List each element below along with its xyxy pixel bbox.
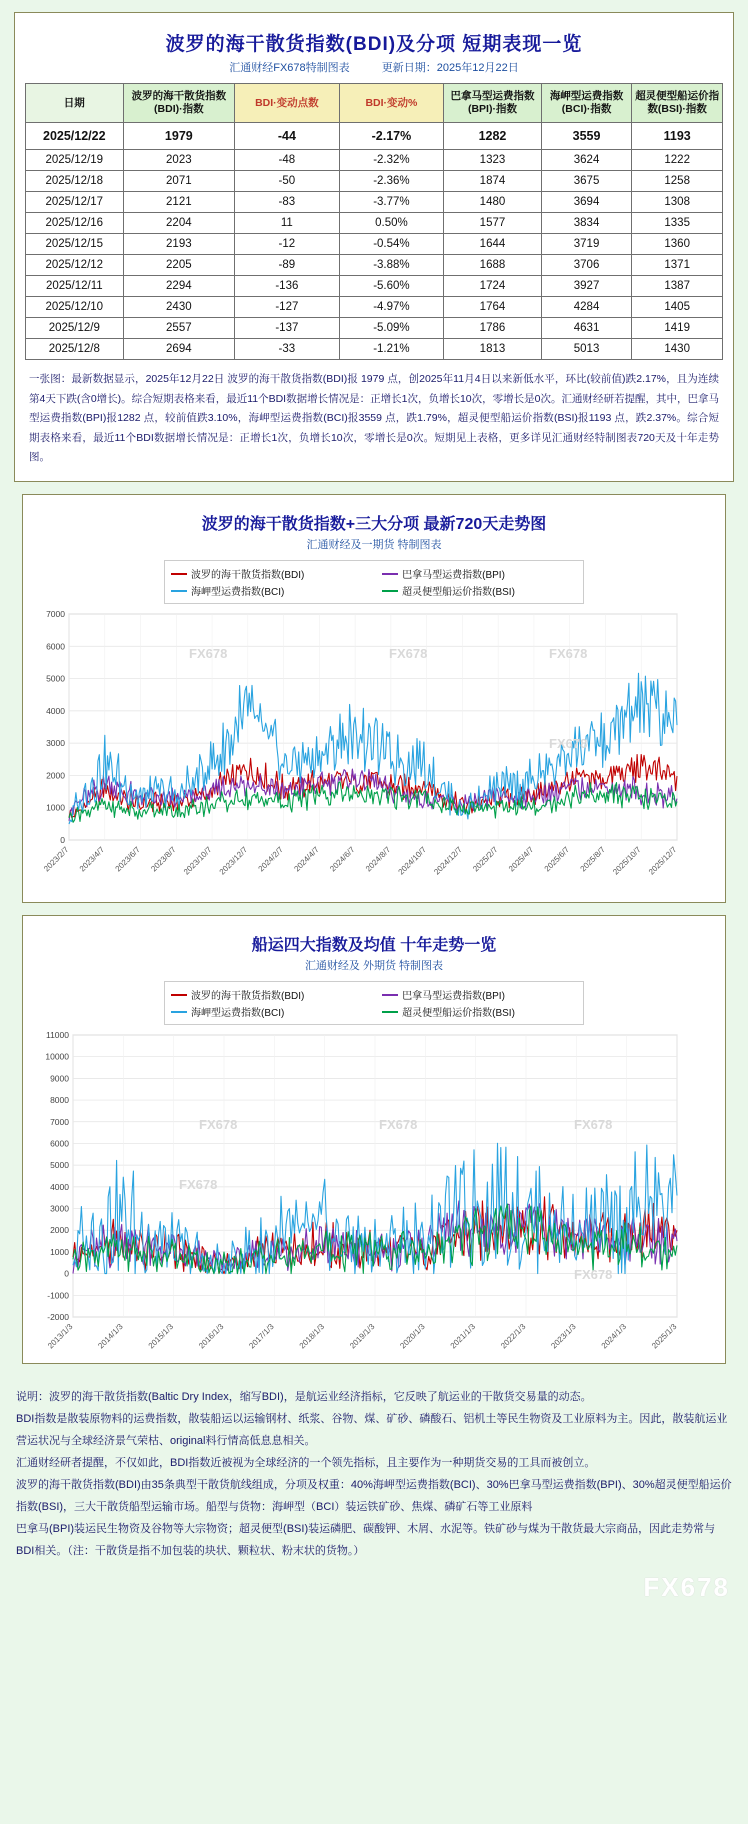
chart-10y-plot [29, 1027, 719, 1357]
svg-text:6000: 6000 [46, 641, 65, 652]
table-subtitle-right: 更新日期：2025年12月22日 [381, 62, 519, 74]
cell-date: 2025/12/12 [26, 255, 124, 276]
cell-change: -89 [235, 255, 340, 276]
cell-date: 2025/12/18 [26, 171, 124, 192]
cell-bci: 4631 [541, 318, 632, 339]
svg-text:2025/6/7: 2025/6/7 [542, 845, 572, 874]
table-row [26, 297, 723, 318]
cell-bsi: 1387 [632, 276, 723, 297]
svg-text:2024/4/7: 2024/4/7 [292, 845, 321, 874]
svg-text:6000: 6000 [50, 1138, 69, 1149]
table-row [26, 255, 723, 276]
cell-date: 2025/12/17 [26, 192, 124, 213]
svg-text:11000: 11000 [45, 1030, 69, 1041]
legend-swatch-icon [171, 1011, 187, 1013]
watermark-fx678: FX678 [379, 1117, 418, 1133]
chart-720d-title: 波罗的海干散货指数+三大分项 最新720天走势图 [201, 516, 547, 534]
cell-bsi: 1360 [632, 234, 723, 255]
svg-text:1000: 1000 [50, 1247, 69, 1258]
svg-text:0: 0 [60, 835, 65, 846]
cell-bci: 3706 [541, 255, 632, 276]
cell-bdi: 2430 [123, 297, 235, 318]
svg-text:2024/8/7: 2024/8/7 [363, 845, 393, 874]
cell-bci: 3927 [541, 276, 632, 297]
watermark-fx678: FX678 [389, 646, 428, 662]
cell-bci: 4284 [541, 297, 632, 318]
cell-bdi: 2121 [123, 192, 235, 213]
cell-bsi: 1430 [632, 339, 723, 360]
chart-10y-svg [29, 1027, 689, 1357]
legend-swatch-icon [382, 590, 398, 592]
footer-description [0, 1376, 748, 1566]
cell-bci: 5013 [541, 339, 632, 360]
cell-bdi: 2694 [123, 339, 235, 360]
table-row [26, 318, 723, 339]
svg-text:3000: 3000 [46, 738, 65, 749]
cell-change: -137 [235, 318, 340, 339]
col-header-change-percent: BDI·变动% [339, 84, 444, 123]
cell-bci: 3694 [541, 192, 632, 213]
cell-bsi: 1308 [632, 192, 723, 213]
svg-text:4000: 4000 [46, 706, 65, 717]
cell-bpi: 1764 [444, 297, 542, 318]
legend-row [171, 565, 577, 582]
cell-bsi: 1405 [632, 297, 723, 318]
svg-text:2025/2/7: 2025/2/7 [471, 845, 500, 874]
cell-bdi: 2023 [123, 150, 235, 171]
cell-percent: -2.36% [339, 171, 444, 192]
cell-percent: -1.21% [339, 339, 444, 360]
cell-bci: 3834 [541, 213, 632, 234]
svg-text:2016/1/3: 2016/1/3 [197, 1322, 226, 1351]
table-row [26, 192, 723, 213]
svg-text:8000: 8000 [50, 1095, 69, 1106]
cell-bsi: 1371 [632, 255, 723, 276]
svg-text:2024/1/3: 2024/1/3 [599, 1322, 629, 1351]
cell-change: -50 [235, 171, 340, 192]
cell-change: -44 [235, 123, 340, 150]
svg-text:2017/1/3: 2017/1/3 [247, 1322, 276, 1351]
page-root [0, 12, 748, 1621]
svg-text:10000: 10000 [45, 1052, 69, 1063]
legend-row [171, 582, 577, 599]
table-subtitle [25, 59, 723, 83]
cell-bpi: 1813 [444, 339, 542, 360]
legend-item-bpi [382, 987, 577, 1002]
legend-swatch-icon [171, 573, 187, 575]
col-header-bdi: 波罗的海干散货指数(BDI)·指数 [123, 84, 235, 123]
legend-swatch-icon [382, 994, 398, 996]
cell-percent: -0.54% [339, 234, 444, 255]
cell-date: 2025/12/22 [26, 123, 124, 150]
cell-bpi: 1874 [444, 171, 542, 192]
cell-bci: 3675 [541, 171, 632, 192]
svg-text:2023/6/7: 2023/6/7 [113, 845, 142, 874]
cell-date: 2025/12/15 [26, 234, 124, 255]
col-header-bci: 海岬型运费指数(BCI)·指数 [541, 84, 632, 123]
legend-label: 超灵便型船运价指数(BSI) [402, 1008, 515, 1020]
legend-item-bci [171, 583, 366, 598]
svg-text:2022/1/3: 2022/1/3 [499, 1322, 528, 1351]
cell-percent: -3.88% [339, 255, 444, 276]
svg-text:2013/1/3: 2013/1/3 [46, 1322, 75, 1351]
table-row [26, 150, 723, 171]
watermark-fx678: FX678 [574, 1267, 613, 1283]
cell-percent: -2.17% [339, 123, 444, 150]
svg-text:-2000: -2000 [47, 1312, 69, 1323]
watermark-fx678: FX678 [549, 646, 588, 662]
cell-change: -83 [235, 192, 340, 213]
cell-bsi: 1222 [632, 150, 723, 171]
cell-bdi: 2204 [123, 213, 235, 234]
legend-label: 海岬型运费指数(BCI) [191, 1008, 285, 1020]
cell-date: 2025/12/10 [26, 297, 124, 318]
cell-date: 2025/12/8 [26, 339, 124, 360]
legend-label: 海岬型运费指数(BCI) [191, 587, 285, 599]
legend-row [171, 986, 577, 1003]
legend-label: 超灵便型船运价指数(BSI) [402, 587, 515, 599]
svg-text:5000: 5000 [50, 1160, 69, 1171]
table-row [26, 171, 723, 192]
footer-line: 巴拿马(BPI)装运民生物资及谷物等大宗物资；超灵便型(BSI)装运磷肥、碳酸钾、木屑、水泥等。铁矿砂与煤为干散货最大宗商品，因此走势常与BDI相关。（注：干散货是指不加包装的块状、颗粒状、粉末状的货物。） [16, 1523, 716, 1558]
table-row [26, 213, 723, 234]
legend-swatch-icon [382, 573, 398, 575]
cell-bci: 3624 [541, 150, 632, 171]
svg-text:2014/1/3: 2014/1/3 [96, 1322, 125, 1351]
cell-bpi: 1323 [444, 150, 542, 171]
cell-percent: 0.50% [339, 213, 444, 234]
svg-text:2023/10/7: 2023/10/7 [181, 845, 214, 877]
table-row [26, 123, 723, 150]
cell-bdi: 1979 [123, 123, 235, 150]
cell-percent: -2.32% [339, 150, 444, 171]
table-row [26, 339, 723, 360]
cell-bci: 3719 [541, 234, 632, 255]
chart-720d-legend [164, 560, 584, 604]
cell-percent: -3.77% [339, 192, 444, 213]
svg-text:4000: 4000 [50, 1182, 69, 1193]
svg-text:2021/1/3: 2021/1/3 [448, 1322, 478, 1351]
svg-text:9000: 9000 [50, 1073, 69, 1084]
legend-item-bpi [382, 566, 577, 581]
svg-text:2025/12/7: 2025/12/7 [646, 845, 679, 877]
col-header-bpi: 巴拿马型运费指数(BPI)·指数 [444, 84, 542, 123]
table-row [26, 234, 723, 255]
svg-text:2024/10/7: 2024/10/7 [396, 845, 429, 877]
chart-720d-svg [29, 606, 689, 896]
cell-bpi: 1644 [444, 234, 542, 255]
svg-text:2015/1/3: 2015/1/3 [146, 1322, 176, 1351]
legend-label: 巴拿马型运费指数(BPI) [402, 570, 505, 582]
watermark-fx678: FX678 [199, 1117, 238, 1133]
legend-item-bdi [171, 987, 366, 1002]
cell-bpi: 1724 [444, 276, 542, 297]
watermark-fx678: FX678 [574, 1117, 613, 1133]
col-header-date: 日期 [26, 84, 124, 123]
footer-line: BDI指数是散装原物料的运费指数，散装船运以运输钢材、纸浆、谷物、煤、矿砂、磷酸石、铝机土等民生物资及工业原料为主。因此，散装航运业营运状况与全球经济景气荣枯、original料行情高低息息相关。 [16, 1413, 728, 1448]
chart-720d-panel [22, 494, 726, 903]
svg-text:2023/1/3: 2023/1/3 [549, 1322, 578, 1351]
cell-bsi: 1258 [632, 171, 723, 192]
cell-percent: -5.09% [339, 318, 444, 339]
table-note: 一张图：最新数据显示，2025年12月22日 波罗的海干散货指数(BDI)报 1979 点，创2025年11月4日以来新低水平，环比(较前值)跌2.17%，且为连续第4天下跌(含0增长)。综合短期表格来看，最近11个BDI数据增长情况是：正增长1次，负增长10次，零增长是0次。汇通财经研若提醒，其中，巴拿马型运费指数(BPI)报1282 点，较前值跌3.10%，海岬型运费指数(BCI)报3559 点，跌1.79%，超灵便型船运价指数(BSI)报1193 点，跌2.37%。综合短期表格来看，最近11个BDI数据增长情况是：正增长1次，负增长10次，零增长是0次。短期见上表格，更多详见汇通财经特制图表720天及十年走势图。 [29, 373, 719, 463]
table-row [26, 276, 723, 297]
table-subtitle-left: 汇通财经FX678特制图表 [229, 62, 350, 74]
svg-text:2025/1/3: 2025/1/3 [650, 1322, 679, 1351]
legend-label: 波罗的海干散货指数(BDI) [191, 991, 305, 1003]
watermark-fx678: FX678 [549, 736, 588, 752]
cell-bdi: 2294 [123, 276, 235, 297]
footer-line: 汇通财经研者提醒，不仅如此，BDI指数近被视为全球经济的一个领先指标，且主要作为一种期货交易的工具而被创立。 [16, 1457, 596, 1470]
svg-text:7000: 7000 [50, 1117, 69, 1128]
table-header-row [26, 84, 723, 123]
chart-10y-title: 船运四大指数及均值 十年走势一览 [251, 937, 497, 955]
chart-720d-plot [29, 606, 719, 896]
legend-label: 波罗的海干散货指数(BDI) [191, 570, 305, 582]
svg-text:3000: 3000 [50, 1203, 69, 1214]
svg-text:-1000: -1000 [47, 1290, 69, 1301]
watermark-fx678: FX678 [179, 1177, 218, 1193]
cell-bpi: 1577 [444, 213, 542, 234]
svg-text:2020/1/3: 2020/1/3 [398, 1322, 427, 1351]
legend-swatch-icon [171, 590, 187, 592]
col-header-change-points: BDI·变动点数 [235, 84, 340, 123]
cell-bsi: 1419 [632, 318, 723, 339]
svg-text:2024/12/7: 2024/12/7 [432, 845, 464, 877]
svg-text:2025/10/7: 2025/10/7 [611, 845, 643, 877]
chart-10y-subtitle: 汇通财经及 外期货 特制图表 [304, 960, 444, 973]
col-header-bsi: 超灵便型船运价指数(BSI)·指数 [632, 84, 723, 123]
cell-bsi: 1193 [632, 123, 723, 150]
cell-bdi: 2557 [123, 318, 235, 339]
cell-change: -12 [235, 234, 340, 255]
svg-text:7000: 7000 [46, 609, 65, 620]
svg-text:2023/4/7: 2023/4/7 [77, 845, 107, 874]
svg-text:1000: 1000 [46, 803, 65, 814]
legend-swatch-icon [382, 1011, 398, 1013]
svg-text:2023/8/7: 2023/8/7 [149, 845, 178, 874]
cell-change: -33 [235, 339, 340, 360]
svg-text:2000: 2000 [46, 770, 65, 781]
chart-10y-legend [164, 981, 584, 1025]
svg-text:2024/6/7: 2024/6/7 [328, 845, 357, 874]
cell-change: -136 [235, 276, 340, 297]
cell-change: -48 [235, 150, 340, 171]
cell-percent: -4.97% [339, 297, 444, 318]
legend-row [171, 1003, 577, 1020]
table-title: 波罗的海干散货指数(BDI)及分项 短期表现一览 [165, 34, 583, 55]
cell-bdi: 2193 [123, 234, 235, 255]
cell-bci: 3559 [541, 123, 632, 150]
table-head [26, 84, 723, 123]
cell-change: 11 [235, 213, 340, 234]
cell-bpi: 1480 [444, 192, 542, 213]
svg-text:0: 0 [64, 1268, 69, 1279]
chart-720d-subtitle: 汇通财经及一期货 特制图表 [306, 539, 442, 552]
legend-item-bsi [382, 583, 577, 598]
cell-change: -127 [235, 297, 340, 318]
cell-bpi: 1688 [444, 255, 542, 276]
cell-bsi: 1335 [632, 213, 723, 234]
chart-10y-panel [22, 915, 726, 1364]
cell-bdi: 2071 [123, 171, 235, 192]
svg-text:5000: 5000 [46, 673, 65, 684]
legend-item-bci [171, 1004, 366, 1019]
footer-line: 波罗的海干散货指数(BDI)由35条典型干散货航线组成，分项及权重：40%海岬型运费指数(BCI)、30%巴拿马型运费指数(BPI)、30%超灵便型船运价指数(BSI)，三大干散货船型运输市场。船型与货物：海岬型（BCI）装运铁矿砂、焦煤、磷矿石等工业原料 [16, 1479, 732, 1514]
bdi-table-panel [14, 12, 734, 482]
brand-watermark: FX678 [643, 1572, 730, 1603]
legend-item-bsi [382, 1004, 577, 1019]
legend-item-bdi [171, 566, 366, 581]
cell-date: 2025/12/11 [26, 276, 124, 297]
svg-text:2018/1/3: 2018/1/3 [297, 1322, 327, 1351]
cell-bdi: 2205 [123, 255, 235, 276]
svg-text:2023/2/7: 2023/2/7 [42, 845, 71, 874]
cell-date: 2025/12/19 [26, 150, 124, 171]
footer-line: 说明：波罗的海干散货指数(Baltic Dry Index，缩写BDI)，是航运业经济指标，它反映了航运业的干散货交易量的动态。 [16, 1391, 592, 1404]
cell-date: 2025/12/16 [26, 213, 124, 234]
legend-swatch-icon [171, 994, 187, 996]
svg-text:2023/12/7: 2023/12/7 [217, 845, 250, 877]
bdi-data-table [25, 83, 723, 360]
cell-bpi: 1786 [444, 318, 542, 339]
svg-text:2019/1/3: 2019/1/3 [348, 1322, 377, 1351]
cell-date: 2025/12/9 [26, 318, 124, 339]
legend-label: 巴拿马型运费指数(BPI) [402, 991, 505, 1003]
cell-bpi: 1282 [444, 123, 542, 150]
svg-text:2000: 2000 [50, 1225, 69, 1236]
svg-text:2024/2/7: 2024/2/7 [256, 845, 286, 874]
table-body [26, 123, 723, 360]
svg-text:2025/8/7: 2025/8/7 [578, 845, 607, 874]
cell-percent: -5.60% [339, 276, 444, 297]
watermark-fx678: FX678 [189, 646, 228, 662]
svg-text:2025/4/7: 2025/4/7 [506, 845, 536, 874]
